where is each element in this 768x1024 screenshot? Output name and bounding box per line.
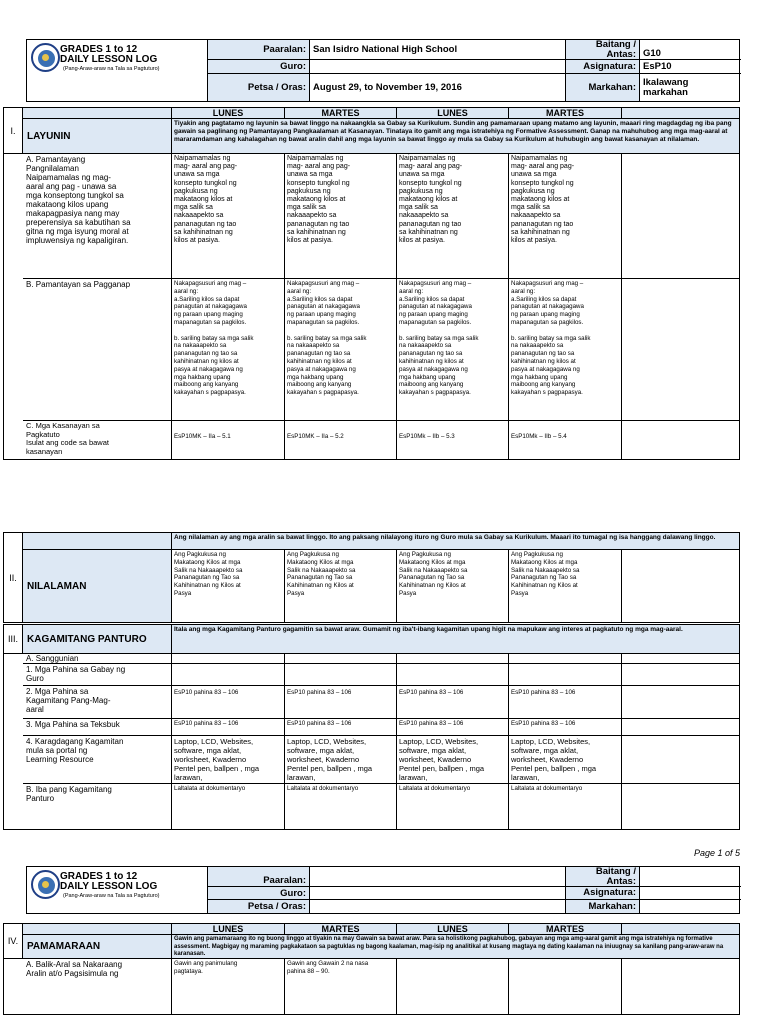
gabay-guro-label: 1. Mga Pahina sa Gabay ng Guro	[23, 664, 172, 685]
table-cell	[509, 664, 622, 685]
table-cell: Gawin ang Gawain 2 na nasa pahina 88 – 90.	[285, 959, 397, 1014]
table-cell: EsP10 pahina 83 – 106	[172, 719, 285, 735]
table-cell: EsP10Mk – IIb – 5.4	[509, 421, 622, 459]
section-number: IV.	[4, 924, 23, 959]
table-cell: EsP10Mk – IIb – 5.3	[397, 421, 509, 459]
baitang-value	[640, 867, 741, 886]
logo-subtitle: (Pang-Araw-araw na Tala sa Pagtuturo)	[63, 893, 160, 899]
table-cell: Nakapagsusuri ang mag – aaral ng: a.Sariling kilos sa dapat panagutan at nakagagawa ng paraan upang maging mapanagutan sa pagkilos. b. sariling batay sa mga salik na nakaaapekto sa pananagutan ng tao sa kahihinatnan ng kilos at pasya at nakagagawa ng mga hakbang upang maiboong ang kanyang kakayahan s pagpapasya.	[285, 279, 397, 420]
table-cell: EsP10 pahina 83 – 106	[509, 719, 622, 735]
table-cell: Laltalata at dokumentaryo	[397, 784, 509, 829]
logo-title-grades: GRADES 1 to 12	[60, 44, 138, 55]
paaralan-label: Paaralan:	[208, 40, 310, 59]
table-cell	[172, 664, 285, 685]
logo-title-dll: DAILY LESSON LOG	[60, 54, 158, 65]
paaralan-label: Paaralan:	[208, 867, 310, 886]
section-nilalaman	[3, 532, 740, 623]
kagamitang-mag-aaral-label: 2. Mga Pahina sa Kagamitang Pang-Mag- aaral	[23, 686, 172, 718]
table-cell: Nakapagsusuri ang mag – aaral ng: a.Sariling kilos sa dapat panagutan at nakagagawa ng paraan upang maging mapanagutan sa pagkilos. b. sariling batay sa mga salik na nakaaapekto sa pananagutan ng tao sa kahihinatnan ng kilos at pasya at nakagagawa ng mga hakbang upang maiboong ang kanyang kakayahan s pagpapasya.	[397, 279, 509, 420]
asignatura-value: EsP10	[643, 60, 672, 72]
table-cell: Laltalata at dokumentaryo	[172, 784, 285, 829]
pamantayang-pangnilalaman-label: A. Pamantayang Pangnilalaman Naipamamalas ng mag- aaral ang pag - unawa sa mga konseptong tungkol sa makataong kilos upang makapagpasiya nang may preperensiya sa kabutihan sa gitna ng mga isyung moral at impluwensiya ng kapaligiran.	[23, 154, 172, 278]
table-cell: Ang Pagkukusa ng Makataong Kilos at mga Salik na Nakaaapekto sa Pananagutan ng Tao sa Kahihinatnan ng Kilos at Pasya	[285, 550, 397, 622]
table-cell: EsP10 pahina 83 – 106	[397, 719, 509, 735]
lesson-log-header	[26, 39, 740, 102]
petsa-label: Petsa / Oras:	[208, 900, 310, 913]
section-title: LAYUNIN	[23, 119, 172, 153]
markahan-label: Markahan:	[566, 74, 640, 101]
table-cell: EsP10 pahina 83 – 106	[509, 686, 622, 718]
table-cell	[285, 664, 397, 685]
table-cell: Ang Pagkukusa ng Makataong Kilos at mga Salik na Nakaaapekto sa Pananagutan ng Tao sa Kahihinatnan ng Kilos at Pasya	[397, 550, 509, 622]
baitang-label: Baitang / Antas:	[566, 40, 640, 59]
table-cell: Nakapagsusuri ang mag – aaral ng: a.Sariling kilos sa dapat panagutan at nakagagawa ng paraan upang maging mapanagutan sa pagkilos. b. sariling batay sa mga salik na nakaaapekto sa pananagutan ng tao sa kahihinatnan ng kilos at pasya at nakagagawa ng mga hakbang upang maiboong ang kanyang kakayahan s pagpapasya.	[172, 279, 285, 420]
day-header: LUNES	[397, 924, 509, 934]
balik-aral-label: A. Balik-Aral sa Nakaraang Aralin at/o Pagsisimula ng	[23, 959, 172, 1014]
table-cell: Laltalata at dokumentaryo	[509, 784, 622, 829]
table-cell: EsP10 pahina 83 – 106	[397, 686, 509, 718]
markahan-value	[640, 900, 741, 913]
petsa-value: August 29, to November 19, 2016	[310, 74, 566, 101]
logo-title-dll: DAILY LESSON LOG	[60, 881, 158, 892]
section-layunin	[3, 107, 740, 460]
table-cell: Laltalata at dokumentaryo	[285, 784, 397, 829]
day-header: LUNES	[172, 924, 285, 934]
paaralan-value: San Isidro National High School	[310, 40, 566, 59]
markahan-value: Ikalawang markahan	[643, 76, 689, 98]
day-header-row	[23, 108, 739, 119]
day-header: MARTES	[285, 924, 397, 934]
table-cell: Naipamamalas ng mag- aaral ang pag- unawa sa mga konsepto tungkol ng pagkukusa ng makataong kilos at mga salik sa nakaaapekto sa pananagutan ng tao sa kahihinatnan ng kilos at pasiya.	[172, 154, 285, 278]
guro-label: Guro:	[208, 887, 310, 899]
table-cell: Laptop, LCD, Websites, software, mga aklat, worksheet, Kwaderno Pentel pen, ballpen , mga larawan,	[397, 736, 509, 783]
section-kagamitan	[3, 624, 740, 830]
table-cell: Laptop, LCD, Websites, software, mga aklat, worksheet, Kwaderno Pentel pen, ballpen , mga larawan,	[509, 736, 622, 783]
table-cell: Naipamamalas ng mag- aaral ang pag- unawa sa mga konsepto tungkol ng pagkukusa ng makataong kilos at mga salik sa nakaaapekto sa pananagutan ng tao sa kahihinatnan ng kilos at pasiya.	[509, 154, 622, 278]
table-cell: EsP10MK – IIa – 5.2	[285, 421, 397, 459]
table-cell: Ang Pagkukusa ng Makataong Kilos at mga Salik na Nakaaapekto sa Pananagutan ng Tao sa Kahihinatnan ng Kilos at Pasya	[172, 550, 285, 622]
day-header: MARTES	[509, 924, 622, 934]
sanggunian-label: A. Sanggunian	[23, 654, 172, 663]
table-cell: Naipamamalas ng mag- aaral ang pag- unawa sa mga konsepto tungkol ng pagkukusa ng makataong kilos at mga salik sa nakaaapekto sa pananagutan ng tao sa kahihinatnan ng kilos at pasiya.	[397, 154, 509, 278]
table-cell: Laptop, LCD, Websites, software, mga aklat, worksheet, Kwaderno Pentel pen, ballpen , mga larawan,	[172, 736, 285, 783]
guro-label: Guro:	[208, 60, 310, 73]
teksbuk-label: 3. Mga Pahina sa Teksbuk	[23, 719, 172, 735]
iba-pang-kagamitan-label: B. Iba pang Kagamitang Panturo	[23, 784, 172, 829]
day-header: LUNES	[172, 108, 285, 118]
section-description: Ang nilalaman ay ang mga aralin sa bawat linggo. Ito ang paksang nilalayong ituro ng Guro mula sa Gabay sa Kurikulum. Maaari ito tumagal ng isa hanggang dalawang linggo.	[172, 533, 739, 549]
petsa-label: Petsa / Oras:	[208, 74, 310, 101]
section-title: PAMAMARAAN	[23, 935, 172, 958]
baitang-value: G10	[643, 48, 661, 59]
day-header: LUNES	[397, 108, 509, 118]
guro-value	[310, 60, 566, 73]
deped-seal-icon	[31, 43, 60, 72]
table-cell: Nakapagsusuri ang mag – aaral ng: a.Sariling kilos sa dapat panagutan at nakagagawa ng paraan upang maging mapanagutan sa pagkilos. b. sariling batay sa mga salik na nakaaapekto sa pananagutan ng tao sa kahihinatnan ng kilos at pasya at nakagagawa ng mga hakbang upang maiboong ang kanyang kakayahan s pagpapasya.	[509, 279, 622, 420]
table-cell: Laptop, LCD, Websites, software, mga aklat, worksheet, Kwaderno Pentel pen, ballpen , mga larawan,	[285, 736, 397, 783]
table-cell: Ang Pagkukusa ng Makataong Kilos at mga Salik na Nakaaapekto sa Pananagutan ng Tao sa Kahihinatnan ng Kilos at Pasya	[509, 550, 622, 622]
logo-title-grades: GRADES 1 to 12	[60, 871, 138, 882]
table-cell	[509, 959, 622, 1014]
paaralan-value	[310, 867, 566, 886]
section-description: Tiyakin ang pagtatamo ng layunin sa bawat linggo na nakaangkla sa Gabay sa Kurikulum. Sundin ang pamamaraan upang matamo ang layunin, maaari ring magdagdag ng iba pang gawain sa paglinang ng Pamantayang Pangkaalaman at Kasanayan. Tinataya ito gamit ang mga istratehiya ng Formative Assessment. Ganap na mahuhubog ang mga mag-aaral at mararamdaman ang kahalagahan ng bawat aralin dahil ang mga layunin sa bawat linggo ay mula sa Gabay sa Kurikulum at huhubugin ang bawat kasanayan at nilalaman.	[172, 119, 739, 153]
section-pamamaraan	[3, 923, 740, 1015]
table-cell: EsP10 pahina 83 – 106	[285, 719, 397, 735]
asignatura-label: Asignatura:	[566, 60, 640, 73]
asignatura-label: Asignatura:	[566, 887, 640, 899]
table-cell	[397, 664, 509, 685]
table-cell: EsP10MK – IIa – 5.1	[172, 421, 285, 459]
table-cell	[397, 959, 509, 1014]
learning-resource-label: 4. Karagdagang Kagamitan mula sa portal ng Learning Resource	[23, 736, 172, 783]
pamantayan-sa-pagganap-label: B. Pamantayan sa Pagganap	[23, 279, 172, 420]
deped-seal-icon	[31, 870, 60, 899]
day-header: MARTES	[509, 108, 622, 118]
section-description: Gawin ang pamamaraang ito ng buong linggo at tiyakin na may Gawain sa bawat araw. Para sa holistikong pagkahubog, gabayan ang mga amg-aaral gamit ang mga istratehiya ng formative assessment. Magbigay ng maraming pagkakataon sa pagtuklas ng bagong kaalaman, mag-isip ng analitikal at kusang magtaya ng dating kaalaman na iniuugnay sa kanilang pang-araw-araw na karanasan.	[172, 935, 739, 958]
kasanayan-label: C. Mga Kasanayan sa Pagkatuto Isulat ang code sa bawat kasanayan	[23, 421, 172, 459]
section-number: I.	[4, 108, 23, 154]
section-number: II.	[4, 533, 23, 622]
table-cell: Gawin ang panimulang pagtataya.	[172, 959, 285, 1014]
baitang-label: Baitang / Antas:	[566, 867, 640, 886]
logo-subtitle: (Pang-Araw-araw na Tala sa Pagtuturo)	[63, 66, 160, 72]
section-title: NILALAMAN	[23, 550, 172, 622]
table-cell: Naipamamalas ng mag- aaral ang pag- unawa sa mga konsepto tungkol ng pagkukusa ng makataong kilos at mga salik sa nakaaapekto sa pananagutan ng tao sa kahihinatnan ng kilos at pasiya.	[285, 154, 397, 278]
table-cell: EsP10 pahina 83 – 106	[285, 686, 397, 718]
table-cell: EsP10 pahina 83 – 106	[172, 686, 285, 718]
guro-value	[310, 887, 566, 899]
section-description: Itala ang mga Kagamitang Panturo gagamitin sa bawat araw. Gumamit ng iba't-ibang kagamitan upang higit na mapukaw ang interes at pagkatuto ng mga mag-aaral.	[172, 625, 739, 653]
section-number: III.	[4, 625, 23, 654]
page-number: Page 1 of 5	[693, 848, 740, 858]
section-title: KAGAMITANG PANTURO	[23, 625, 172, 653]
petsa-value	[310, 900, 566, 913]
asignatura-value	[640, 887, 741, 899]
markahan-label: Markahan:	[566, 900, 640, 913]
lesson-log-header-page2	[26, 866, 740, 914]
day-header: MARTES	[285, 108, 397, 118]
